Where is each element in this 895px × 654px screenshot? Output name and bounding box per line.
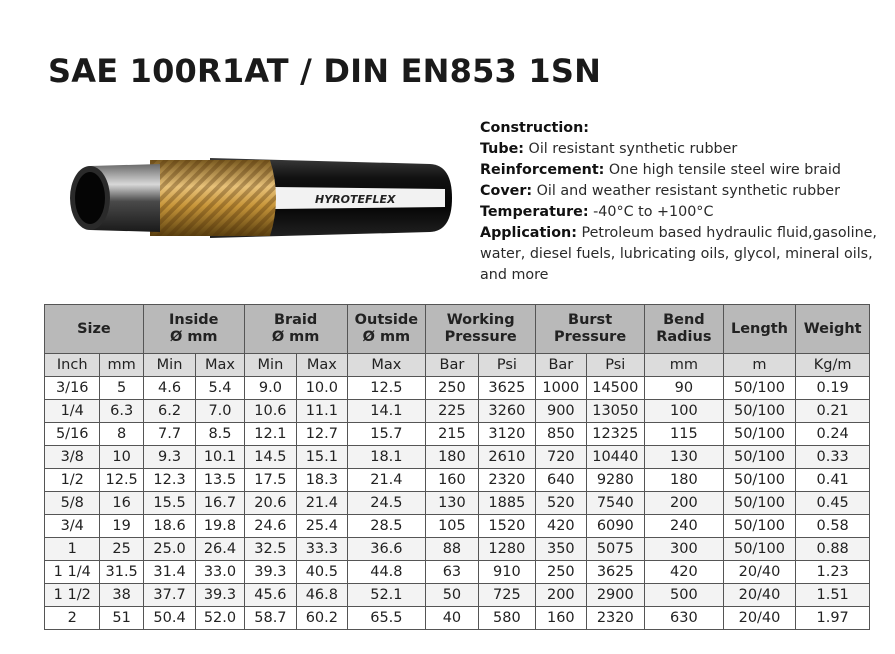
table-cell: 130	[426, 492, 478, 515]
table-cell: 250	[426, 377, 478, 400]
table-cell: 6090	[586, 515, 644, 538]
table-row	[45, 538, 870, 561]
table-cell: 0.41	[796, 469, 870, 492]
construction-heading: Construction:	[480, 120, 589, 136]
table-cell: 10.6	[244, 400, 296, 423]
table-cell: 25.0	[143, 538, 195, 561]
table-row	[45, 607, 870, 630]
header-burst-pressure: Burst Pressure	[536, 305, 645, 354]
table-cell: 15.1	[297, 446, 347, 469]
table-cell: 18.6	[143, 515, 195, 538]
table-cell: 5/8	[45, 492, 100, 515]
table-cell: 2900	[586, 584, 644, 607]
table-cell: 50/100	[723, 377, 796, 400]
table-cell: 16.7	[196, 492, 244, 515]
table-row	[45, 561, 870, 584]
table-cell: 7.7	[143, 423, 195, 446]
table-cell: 1.23	[796, 561, 870, 584]
table-cell: 1/2	[45, 469, 100, 492]
table-cell: 180	[645, 469, 724, 492]
table-cell: 14500	[586, 377, 644, 400]
table-cell: 160	[536, 607, 586, 630]
table-cell: 12325	[586, 423, 644, 446]
table-cell: 1520	[478, 515, 535, 538]
table-cell: 32.5	[244, 538, 296, 561]
table-cell: 2610	[478, 446, 535, 469]
table-cell: 13.5	[196, 469, 244, 492]
unit-header-cell: Min	[244, 354, 296, 377]
spec-tube-value: Oil resistant synthetic rubber	[524, 141, 738, 157]
table-cell: 12.5	[347, 377, 426, 400]
table-cell: 20/40	[723, 561, 796, 584]
table-cell: 40	[426, 607, 478, 630]
table-cell: 12.7	[297, 423, 347, 446]
table-cell: 19	[100, 515, 143, 538]
hose-image	[60, 150, 455, 246]
header-size: Size	[45, 305, 144, 354]
table-row	[45, 584, 870, 607]
table-cell: 350	[536, 538, 586, 561]
table-cell: 1	[45, 538, 100, 561]
spec-temperature-value: -40°C to +100°C	[588, 204, 714, 220]
spec-cover	[480, 181, 880, 202]
table-cell: 1 1/2	[45, 584, 100, 607]
table-cell: 160	[426, 469, 478, 492]
table-cell: 720	[536, 446, 586, 469]
table-cell: 18.1	[347, 446, 426, 469]
table-cell: 0.58	[796, 515, 870, 538]
table-cell: 300	[645, 538, 724, 561]
table-cell: 1885	[478, 492, 535, 515]
table-cell: 5.4	[196, 377, 244, 400]
table-cell: 3260	[478, 400, 535, 423]
table-cell: 115	[645, 423, 724, 446]
table-cell: 6.2	[143, 400, 195, 423]
table-cell: 200	[536, 584, 586, 607]
header-inside: Inside Ø mm	[143, 305, 244, 354]
table-cell: 38	[100, 584, 143, 607]
table-cell: 50/100	[723, 400, 796, 423]
table-cell: 1/4	[45, 400, 100, 423]
header-braid: Braid Ø mm	[244, 305, 347, 354]
table-cell: 9280	[586, 469, 644, 492]
table-cell: 3/4	[45, 515, 100, 538]
table-cell: 200	[645, 492, 724, 515]
table-cell: 4.6	[143, 377, 195, 400]
table-cell: 24.6	[244, 515, 296, 538]
unit-header-cell: Max	[297, 354, 347, 377]
table-cell: 16	[100, 492, 143, 515]
table-cell: 12.1	[244, 423, 296, 446]
table-cell: 37.7	[143, 584, 195, 607]
table-cell: 850	[536, 423, 586, 446]
table-cell: 8	[100, 423, 143, 446]
table-cell: 0.24	[796, 423, 870, 446]
table-cell: 13050	[586, 400, 644, 423]
specifications-table	[44, 304, 870, 630]
header-weight: Weight	[796, 305, 870, 354]
table-cell: 20/40	[723, 584, 796, 607]
table-cell: 40.5	[297, 561, 347, 584]
unit-header-cell: Bar	[426, 354, 478, 377]
table-cell: 65.5	[347, 607, 426, 630]
table-row	[45, 469, 870, 492]
table-cell: 50/100	[723, 515, 796, 538]
table-cell: 1.97	[796, 607, 870, 630]
table-cell: 5/16	[45, 423, 100, 446]
table-cell: 50/100	[723, 492, 796, 515]
table-cell: 5075	[586, 538, 644, 561]
table-cell: 2320	[478, 469, 535, 492]
table-cell: 44.8	[347, 561, 426, 584]
unit-header-cell: Psi	[478, 354, 535, 377]
table-cell: 3120	[478, 423, 535, 446]
header-outside: Outside Ø mm	[347, 305, 426, 354]
table-cell: 10.1	[196, 446, 244, 469]
table-cell: 10.0	[297, 377, 347, 400]
table-cell: 0.21	[796, 400, 870, 423]
table-cell: 39.3	[196, 584, 244, 607]
table-row	[45, 492, 870, 515]
table-cell: 0.33	[796, 446, 870, 469]
spec-reinforcement-value: One high tensile steel wire braid	[604, 162, 841, 178]
spec-tube	[480, 139, 880, 160]
table-cell: 14.1	[347, 400, 426, 423]
table-cell: 225	[426, 400, 478, 423]
unit-header-cell: Psi	[586, 354, 644, 377]
spec-reinforcement-label: Reinforcement:	[480, 162, 605, 178]
unit-header-cell: Max	[196, 354, 244, 377]
table-cell: 15.7	[347, 423, 426, 446]
table-cell: 36.6	[347, 538, 426, 561]
table-cell: 39.3	[244, 561, 296, 584]
spec-cover-value: Oil and weather resistant synthetic rubber	[532, 183, 840, 199]
table-cell: 8.5	[196, 423, 244, 446]
table-cell: 1280	[478, 538, 535, 561]
table-cell: 50	[426, 584, 478, 607]
table-cell: 24.5	[347, 492, 426, 515]
table-cell: 100	[645, 400, 724, 423]
table-header-groups	[45, 305, 870, 354]
table-cell: 28.5	[347, 515, 426, 538]
table-cell: 50/100	[723, 538, 796, 561]
unit-header-cell: Min	[143, 354, 195, 377]
table-cell: 52.1	[347, 584, 426, 607]
hose-brand-text: HYROTEFLEX	[315, 193, 396, 206]
table-cell: 88	[426, 538, 478, 561]
table-cell: 580	[478, 607, 535, 630]
header-working-pressure: Working Pressure	[426, 305, 536, 354]
table-cell: 33.3	[297, 538, 347, 561]
table-cell: 58.7	[244, 607, 296, 630]
table-cell: 105	[426, 515, 478, 538]
table-cell: 180	[426, 446, 478, 469]
table-cell: 50/100	[723, 446, 796, 469]
table-cell: 1.51	[796, 584, 870, 607]
table-cell: 90	[645, 377, 724, 400]
table-cell: 725	[478, 584, 535, 607]
table-cell: 250	[536, 561, 586, 584]
spec-temperature	[480, 202, 880, 223]
table-cell: 50/100	[723, 469, 796, 492]
table-cell: 19.8	[196, 515, 244, 538]
table-cell: 420	[645, 561, 724, 584]
table-cell: 2320	[586, 607, 644, 630]
spec-cover-label: Cover:	[480, 183, 533, 199]
table-cell: 12.3	[143, 469, 195, 492]
table-cell: 21.4	[297, 492, 347, 515]
spec-reinforcement	[480, 160, 880, 181]
table-cell: 5	[100, 377, 143, 400]
table-cell: 45.6	[244, 584, 296, 607]
unit-header-cell: Kg/m	[796, 354, 870, 377]
table-row	[45, 423, 870, 446]
table-row	[45, 446, 870, 469]
table-cell: 1000	[536, 377, 586, 400]
table-cell: 6.3	[100, 400, 143, 423]
table-cell: 900	[536, 400, 586, 423]
table-cell: 11.1	[297, 400, 347, 423]
unit-header-cell: m	[723, 354, 796, 377]
table-cell: 3625	[478, 377, 535, 400]
table-cell: 26.4	[196, 538, 244, 561]
table-cell: 21.4	[347, 469, 426, 492]
table-cell: 0.88	[796, 538, 870, 561]
table-cell: 60.2	[297, 607, 347, 630]
table-cell: 15.5	[143, 492, 195, 515]
spec-application	[480, 223, 880, 286]
table-cell: 500	[645, 584, 724, 607]
table-body	[45, 377, 870, 630]
table-cell: 9.3	[143, 446, 195, 469]
unit-header-cell: Bar	[536, 354, 586, 377]
table-cell: 20/40	[723, 607, 796, 630]
table-cell: 18.3	[297, 469, 347, 492]
table-cell: 25.4	[297, 515, 347, 538]
table-cell: 17.5	[244, 469, 296, 492]
unit-header-cell: mm	[100, 354, 143, 377]
table-cell: 520	[536, 492, 586, 515]
spec-tube-label: Tube:	[480, 141, 525, 157]
table-cell: 215	[426, 423, 478, 446]
spec-application-label: Application:	[480, 225, 577, 241]
table-cell: 630	[645, 607, 724, 630]
unit-header-cell: mm	[645, 354, 724, 377]
table-row	[45, 377, 870, 400]
table-cell: 25	[100, 538, 143, 561]
header-length: Length	[723, 305, 796, 354]
table-cell: 33.0	[196, 561, 244, 584]
table-cell: 9.0	[244, 377, 296, 400]
unit-header-cell: Max	[347, 354, 426, 377]
table-cell: 130	[645, 446, 724, 469]
table-cell: 420	[536, 515, 586, 538]
table-cell: 7540	[586, 492, 644, 515]
table-cell: 31.5	[100, 561, 143, 584]
table-cell: 20.6	[244, 492, 296, 515]
table-cell: 31.4	[143, 561, 195, 584]
table-cell: 240	[645, 515, 724, 538]
page-title: SAE 100R1AT / DIN EN853 1SN	[48, 52, 602, 90]
table-cell: 10	[100, 446, 143, 469]
table-cell: 51	[100, 607, 143, 630]
table-cell: 640	[536, 469, 586, 492]
table-cell: 1 1/4	[45, 561, 100, 584]
table-cell: 3625	[586, 561, 644, 584]
table-cell: 0.19	[796, 377, 870, 400]
table-cell: 46.8	[297, 584, 347, 607]
table-cell: 7.0	[196, 400, 244, 423]
construction-specs	[480, 118, 880, 286]
table-cell: 50/100	[723, 423, 796, 446]
unit-header-cell: Inch	[45, 354, 100, 377]
table-cell: 12.5	[100, 469, 143, 492]
table-cell: 14.5	[244, 446, 296, 469]
table-cell: 63	[426, 561, 478, 584]
header-bend-radius: Bend Radius	[645, 305, 724, 354]
table-cell: 50.4	[143, 607, 195, 630]
table-cell: 10440	[586, 446, 644, 469]
table-header-units	[45, 354, 870, 377]
table-cell: 0.45	[796, 492, 870, 515]
table-row	[45, 515, 870, 538]
table-cell: 2	[45, 607, 100, 630]
spec-temperature-label: Temperature:	[480, 204, 589, 220]
table-cell: 3/16	[45, 377, 100, 400]
table-cell: 52.0	[196, 607, 244, 630]
table-cell: 910	[478, 561, 535, 584]
table-row	[45, 400, 870, 423]
table-cell: 3/8	[45, 446, 100, 469]
spec-application-value: Petroleum based hydraulic fluid,gasoline, water, diesel fuels, lubricating oils, glycol, mineral oils, and more	[480, 225, 877, 283]
